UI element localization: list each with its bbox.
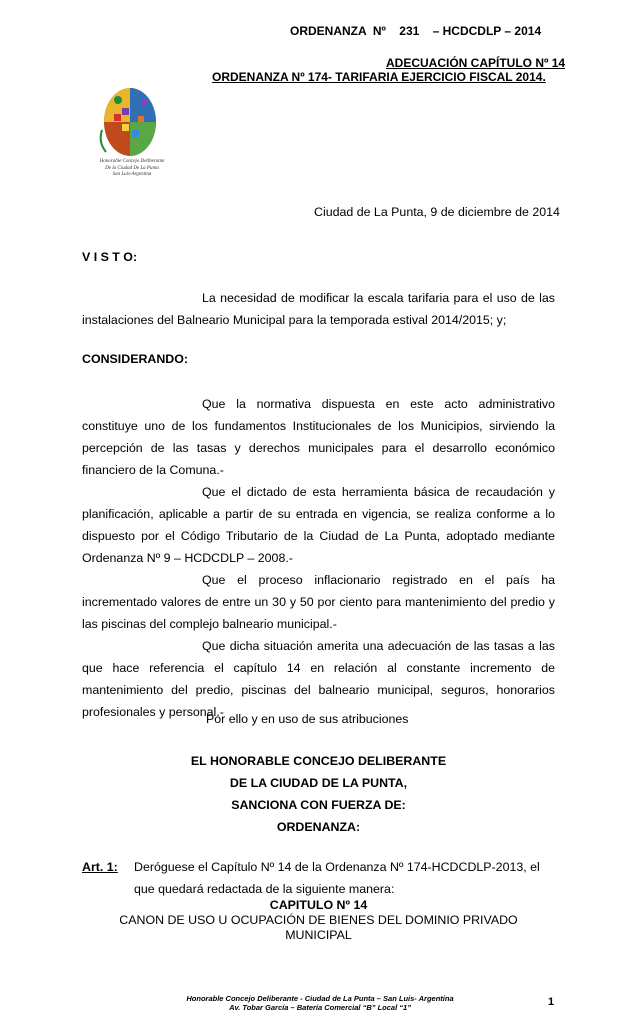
page-number: 1: [548, 996, 555, 1008]
article-label: Art. 1:: [82, 860, 118, 874]
chapter-heading: [82, 898, 555, 943]
sanciona-line: SANCIONA CON FUERZA DE:: [231, 798, 406, 812]
ordenanza-reference: ORDENANZA Nº 174- TARIFARIA EJERCICIO FISCAL 2014.: [212, 70, 546, 84]
considerando-paragraph: Que dicha situación amerita una adecuación de las tasas a las que hace referencia el capítulo 14 en relación al constante incremento de mantenimiento del predio, piscinas del balneario municipal, seguros, honorarios profesionales y personal.-: [82, 639, 555, 719]
considerando-paragraphs: [82, 393, 555, 723]
council-logo: [92, 80, 172, 190]
adecuacion-title: ADECUACIÓN CAPÍTULO Nº 14: [386, 56, 566, 70]
considerando-closing: Por ello y en uso de sus atribuciones: [206, 712, 409, 726]
logo-caption: Honorable Concejo Deliberante De la Ciudad De La Punta San Luis-Argentina: [99, 159, 165, 177]
sanciona-line: EL HONORABLE CONCEJO DELIBERANTE: [190, 754, 447, 768]
sanciona-line: DE LA CIUDAD DE LA PUNTA,: [229, 776, 408, 790]
ordinance-number: ORDENANZA Nº 231 – HCDCDLP – 2014: [290, 24, 542, 38]
sanciona-block: [82, 750, 555, 838]
considerando-heading: CONSIDERANDO:: [82, 352, 189, 366]
considerando-paragraph: Que el dictado de esta herramienta básica de recaudación y planificación, aplicable a partir de su entrada en vigencia, se realiza conforme a lo dispuesto por el Código Tributario de la Ciudad de La Punta, adoptado mediante Ordenanza Nº 9 – HCDCDLP – 2008.-: [82, 485, 555, 565]
visto-heading: V I S T O:: [82, 250, 138, 264]
chapter-subtitle-cont: MUNICIPAL: [285, 928, 352, 942]
considerando-paragraph: Que el proceso inflacionario registrado en el país ha incrementado valores de entre un 30 y 50 por ciento para mantenimiento del predio y las piscinas del complejo balneario municipal.-: [82, 573, 555, 631]
council-logo-icon: [92, 80, 172, 160]
visto-paragraph: La necesidad de modificar la escala tarifaria para el uso de las instalaciones del Balneario Municipal para la temporada estival 2014/2015; y;: [82, 291, 555, 327]
footer-line2: Av. Tobar García – Batería Comercial “B” Local “1”: [229, 1003, 411, 1012]
chapter-subtitle: CANON DE USO U OCUPACIÓN DE BIENES DEL DOMINIO PRIVADO: [119, 913, 518, 927]
footer: [120, 994, 520, 1012]
considerando-paragraph: Que la normativa dispuesta en este acto administrativo constituye uno de los fundamentos Institucionales de los Municipios, sirviendo la percepción de las tasas y derechos municipales para el desarrollo económico financiero de la Comuna.-: [82, 397, 555, 477]
article-text-line2: que quedará redactada de la siguiente manera:: [134, 882, 395, 896]
footer-line1: Honorable Concejo Deliberante - Ciudad de La Punta – San Luis- Argentina: [186, 994, 454, 1003]
sanciona-line: ORDENANZA:: [276, 820, 361, 834]
date-line: Ciudad de La Punta, 9 de diciembre de 2014: [314, 205, 560, 219]
article-text-line1: Deróguese el Capítulo Nº 14 de la Ordenanza Nº 174-HCDCDLP-2013, el: [134, 860, 540, 874]
chapter-title: CAPITULO Nº 14: [269, 898, 368, 912]
